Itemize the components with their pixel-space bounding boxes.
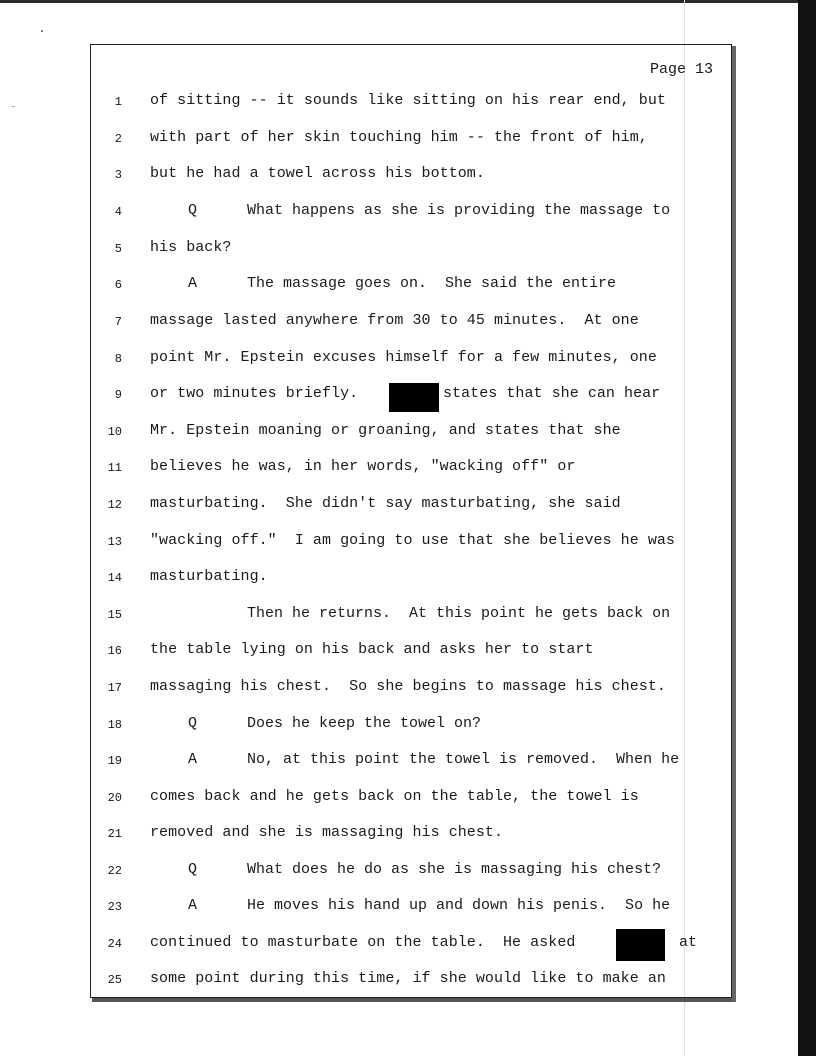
line-number: 6 — [114, 278, 122, 292]
redaction-box — [389, 383, 439, 412]
line-number: 2 — [114, 132, 122, 146]
transcript-line: "wacking off." I am going to use that she believes he was — [150, 532, 675, 549]
redaction-box — [616, 929, 665, 961]
transcript-line: continued to masturbate on the table. He asked — [150, 934, 576, 951]
transcript-line-continued: states that she can hear — [443, 385, 661, 402]
transcript-frame — [90, 44, 732, 998]
speaker-label: Q — [188, 861, 198, 878]
frame-shadow-right — [732, 46, 736, 1002]
line-number: 4 — [114, 205, 122, 219]
page-number: Page 13 — [650, 61, 714, 78]
transcript-line-continued: at — [679, 934, 698, 951]
line-number: 15 — [107, 608, 122, 622]
speaker-label: A — [188, 275, 198, 292]
speaker-label: Q — [188, 202, 198, 219]
line-number: 1 — [114, 95, 122, 109]
speaker-label: Q — [188, 715, 198, 732]
transcript-line: masturbating. — [150, 568, 268, 585]
speaker-label: A — [188, 751, 198, 768]
transcript-line: Then he returns. At this point he gets back on — [247, 605, 671, 622]
line-number: 14 — [107, 571, 122, 585]
line-number: 25 — [107, 973, 122, 987]
transcript-line: comes back and he gets back on the table, the towel is — [150, 788, 639, 805]
transcript-line: removed and she is massaging his chest. — [150, 824, 504, 841]
line-number: 23 — [107, 900, 122, 914]
transcript-line: the table lying on his back and asks her to start — [150, 641, 594, 658]
line-number: 18 — [107, 718, 122, 732]
speaker-label: A — [188, 897, 198, 914]
line-number: 11 — [107, 461, 122, 475]
scan-top-rule — [0, 0, 800, 3]
transcript-line: He moves his hand up and down his penis. So he — [247, 897, 671, 914]
transcript-line: his back? — [150, 239, 232, 256]
line-number: 10 — [107, 425, 122, 439]
line-number: 7 — [114, 315, 122, 329]
line-number: 13 — [107, 535, 122, 549]
line-number: 9 — [114, 388, 122, 402]
scan-speck — [12, 106, 15, 107]
line-number: 24 — [107, 937, 122, 951]
line-number: 12 — [107, 498, 122, 512]
line-number: 21 — [107, 827, 122, 841]
transcript-line: with part of her skin touching him -- the front of him, — [150, 129, 648, 146]
transcript-line: or two minutes briefly. — [150, 385, 359, 402]
line-number: 5 — [114, 242, 122, 256]
scan-speck — [41, 30, 43, 32]
line-number: 3 — [114, 168, 122, 182]
scan-right-edge — [798, 0, 816, 1056]
transcript-line: What does he do as she is massaging his chest? — [247, 861, 662, 878]
line-number: 16 — [107, 644, 122, 658]
line-number: 19 — [107, 754, 122, 768]
frame-shadow-bottom — [92, 998, 736, 1002]
transcript-line: The massage goes on. She said the entire — [247, 275, 617, 292]
transcript-line: Mr. Epstein moaning or groaning, and states that she — [150, 422, 621, 439]
transcript-line: Does he keep the towel on? — [247, 715, 482, 732]
transcript-line: No, at this point the towel is removed. When he — [247, 751, 680, 768]
transcript-line: of sitting -- it sounds like sitting on his rear end, but — [150, 92, 666, 109]
transcript-line: massage lasted anywhere from 30 to 45 minutes. At one — [150, 312, 639, 329]
transcript-line: What happens as she is providing the massage to — [247, 202, 671, 219]
line-number: 8 — [114, 352, 122, 366]
line-number: 22 — [107, 864, 122, 878]
transcript-line: masturbating. She didn't say masturbating, she said — [150, 495, 621, 512]
transcript-line: believes he was, in her words, "wacking off" or — [150, 458, 576, 475]
transcript-line: point Mr. Epstein excuses himself for a few minutes, one — [150, 349, 657, 366]
line-number: 17 — [107, 681, 122, 695]
transcript-line: but he had a towel across his bottom. — [150, 165, 485, 182]
transcript-line: some point during this time, if she would like to make an — [150, 970, 666, 987]
transcript-line: massaging his chest. So she begins to massage his chest. — [150, 678, 666, 695]
line-number: 20 — [107, 791, 122, 805]
